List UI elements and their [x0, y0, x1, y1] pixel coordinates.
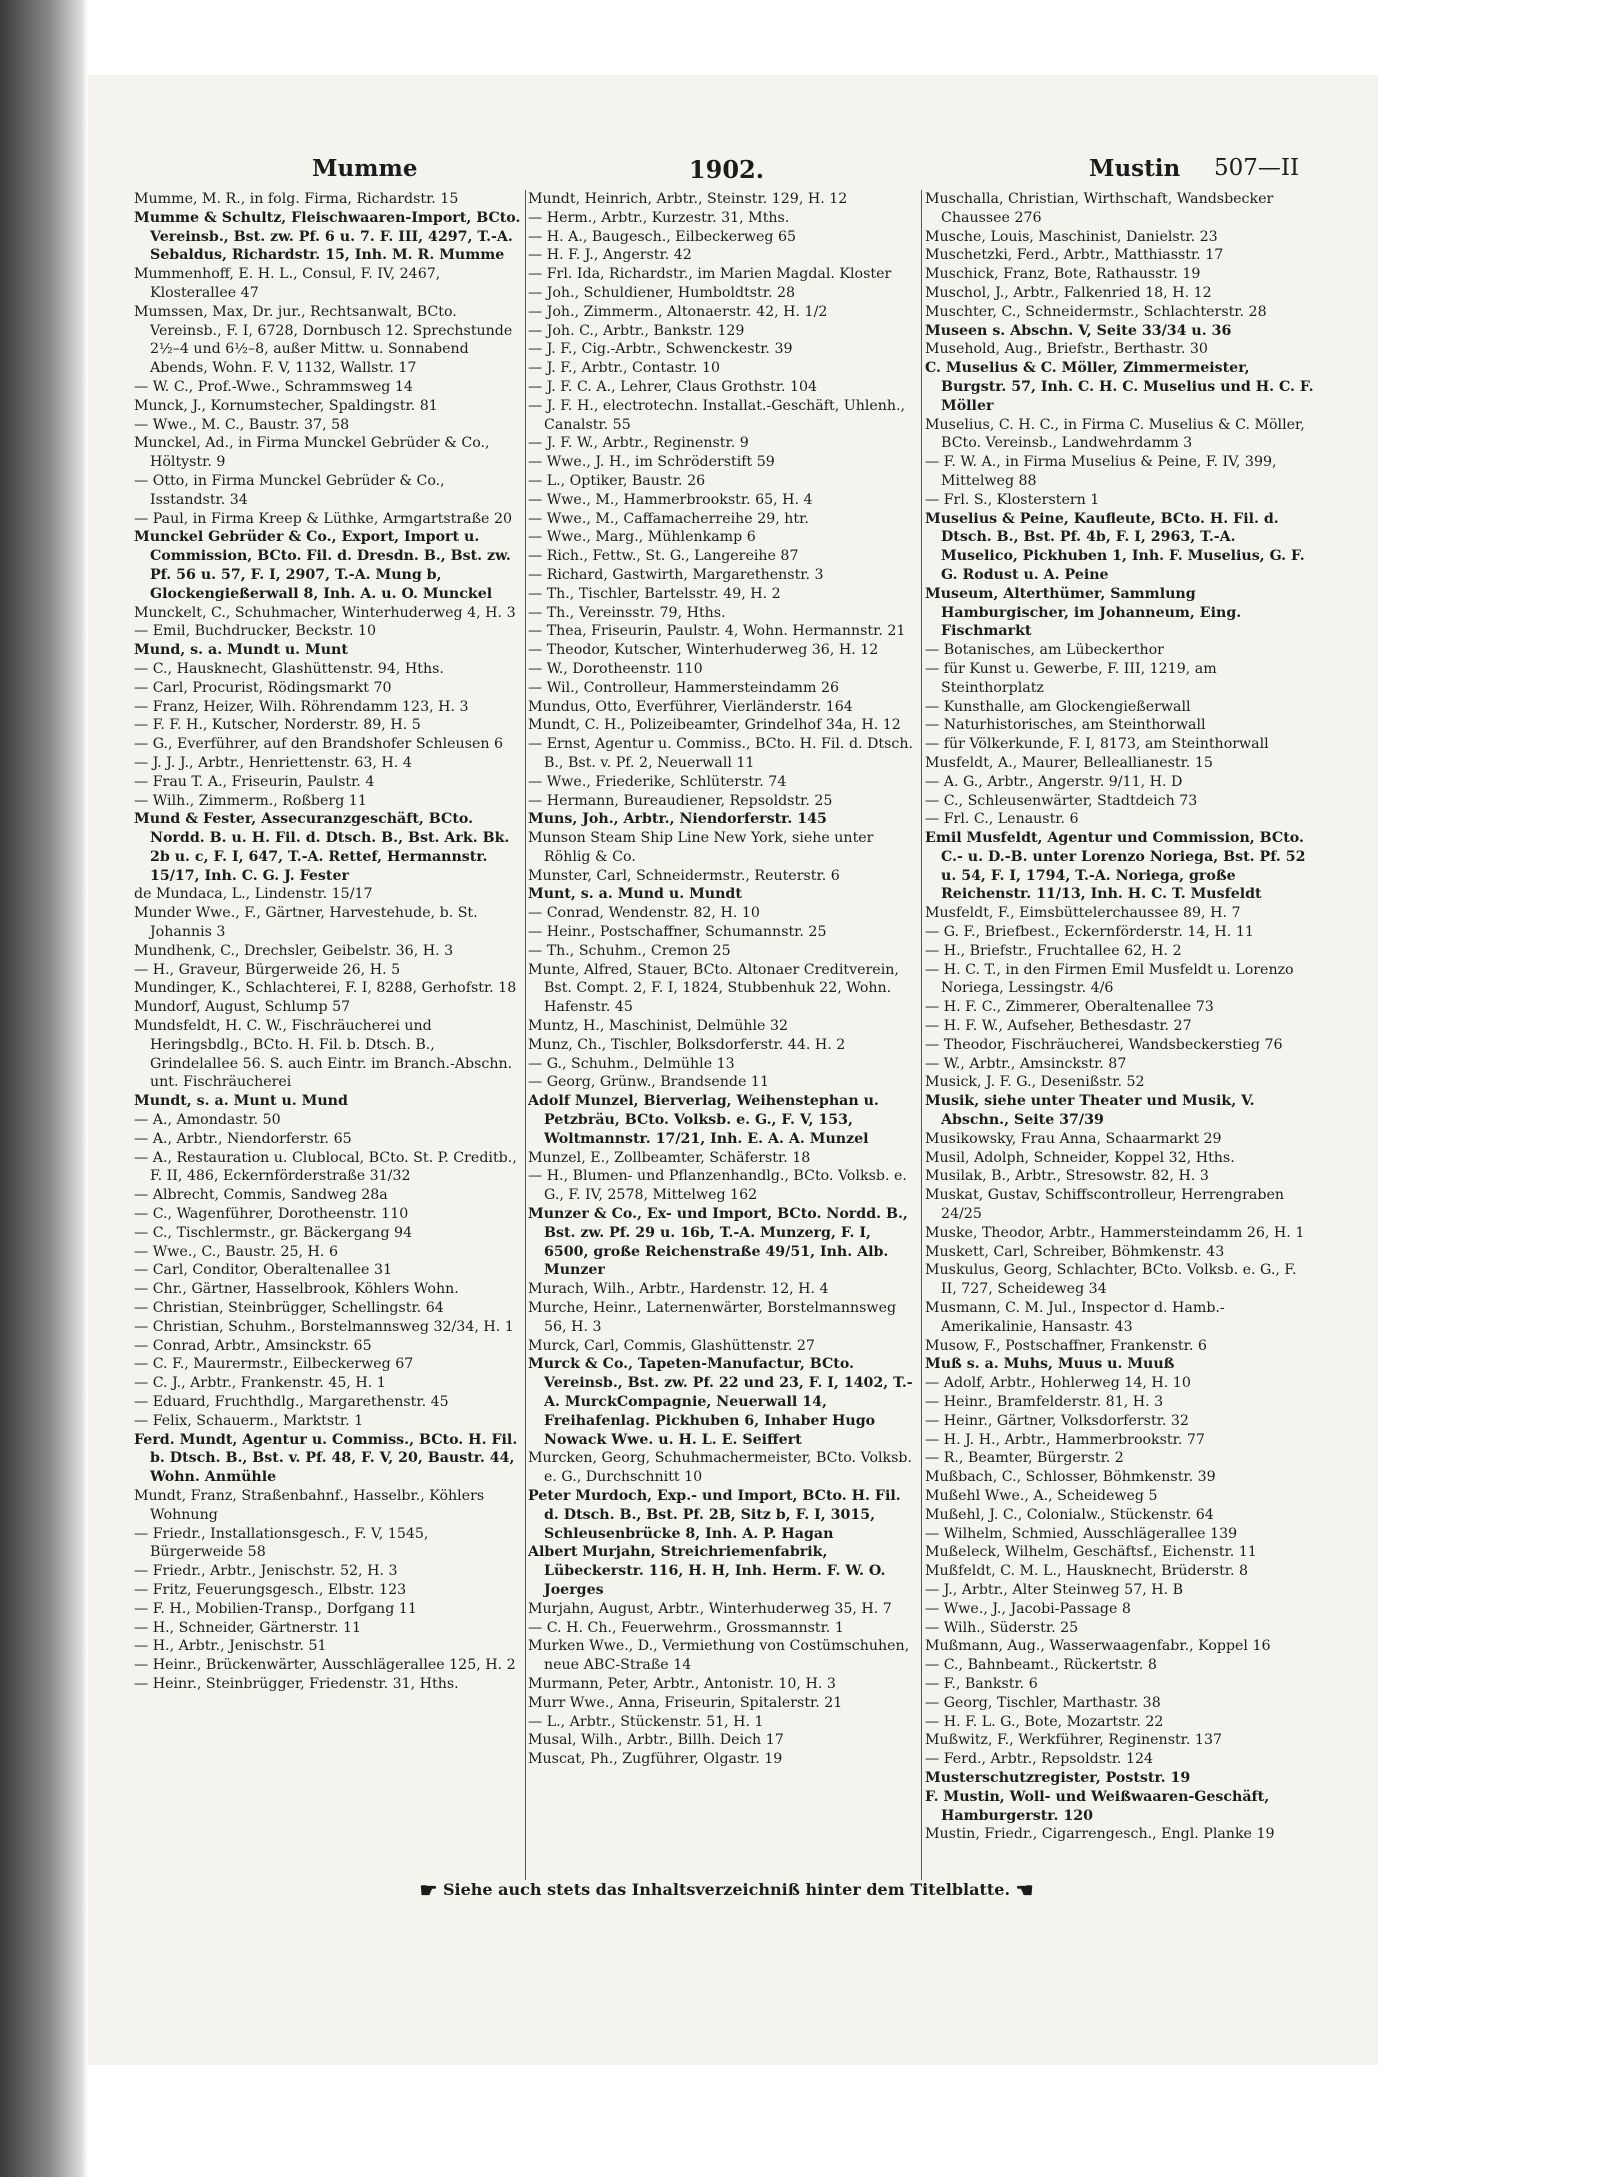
- directory-entry: Mund & Fester, Assecuranzgeschäft, BCto. Nordd. B. u. H. Fil. d. Dtsch. B., Bst. Ark. Bk. 2b u. c, F. I, 647, T.-A. Rettef, Hermannstr. 15/17, Inh. C. G. J. Fester: [134, 811, 510, 884]
- directory-entry: — Heinr., Steinbrügger, Friedenstr. 31, Hths.: [134, 1675, 459, 1692]
- header-catchword-left: Mumme: [312, 155, 418, 182]
- directory-entry: — Fritz, Feuerungsgesch., Elbstr. 123: [134, 1581, 407, 1598]
- directory-entry: Murck & Co., Tapeten-Manufactur, BCto. Vereinsb., Bst. zw. Pf. 22 und 23, F. I, 1402, T.-A. MurckCompagnie, Neuerwall 14, Freihafenlag. Pickhuben 6, Inhaber Hugo Nowack Wwe. u. H. L. E. Seiffert: [528, 1356, 913, 1448]
- directory-entry: Muschol, J., Arbtr., Falkenried 18, H. 12: [925, 284, 1212, 301]
- directory-entry: — Wilh., Süderstr. 25: [925, 1619, 1079, 1636]
- directory-entry: — Frl. S., Klosterstern 1: [925, 491, 1100, 508]
- directory-entry: — Felix, Schauerm., Marktstr. 1: [134, 1412, 364, 1429]
- directory-entry: — J. J. J., Arbtr., Henriettenstr. 63, H. 4: [134, 754, 412, 771]
- directory-entry: Mundinger, K., Schlachterei, F. I, 8288, Gerhofstr. 18: [134, 980, 517, 997]
- directory-entry: Murr Wwe., Anna, Friseurin, Spitalerstr. 21: [528, 1694, 843, 1711]
- directory-entry: — H., Schneider, Gärtnerstr. 11: [134, 1619, 362, 1636]
- directory-entry: — Wwe., J., Jacobi-Passage 8: [925, 1600, 1131, 1617]
- directory-entry: Musfeldt, A., Maurer, Belleallianestr. 15: [925, 754, 1213, 771]
- directory-entry: — C. J., Arbtr., Frankenstr. 45, H. 1: [134, 1375, 386, 1392]
- directory-entry: — A., Restauration u. Clublocal, BCto. St. P. Creditb., F. II, 486, Eckernförderstraße 31/32: [134, 1149, 517, 1185]
- directory-entry: Mund, s. a. Mundt u. Munt: [134, 642, 348, 659]
- directory-entry: Museen s. Abschn. V, Seite 33/34 u. 36: [925, 322, 1232, 339]
- directory-entry: — Heinr., Postschaffner, Schumannstr. 25: [528, 924, 827, 941]
- directory-entry: Murcken, Georg, Schuhmachermeister, BCto. Volksb. e. G., Durchschnitt 10: [528, 1450, 913, 1486]
- directory-column-2: [528, 190, 918, 1880]
- directory-entry: — Emil, Buchdrucker, Beckstr. 10: [134, 623, 377, 640]
- directory-entry: Musal, Wilh., Arbtr., Billh. Deich 17: [528, 1732, 784, 1749]
- directory-entry: F. Mustin, Woll- und Weißwaaren-Geschäft, Hamburgerstr. 120: [925, 1788, 1270, 1824]
- directory-entry: — für Kunst u. Gewerbe, F. III, 1219, am Steinthorplatz: [925, 660, 1217, 696]
- directory-entry: — Hermann, Bureaudiener, Repsoldstr. 25: [528, 792, 833, 809]
- directory-entry: — R., Beamter, Bürgerstr. 2: [925, 1450, 1124, 1467]
- directory-entry: — Frau T. A., Friseurin, Paulstr. 4: [134, 773, 375, 790]
- directory-entry: Muschalla, Christian, Wirthschaft, Wandsbecker Chaussee 276: [925, 191, 1274, 226]
- directory-entry: Ferd. Mundt, Agentur u. Commiss., BCto. H. Fil. b. Dtsch. B., Bst. v. Pf. 48, F. V, 20, Baustr. 44, Wohn. Anmühle: [134, 1431, 518, 1486]
- directory-entry: Muns, Joh., Arbtr., Niendorferstr. 145: [528, 811, 827, 828]
- column-divider: [921, 190, 922, 1880]
- directory-entry: Muscat, Ph., Zugführer, Olgastr. 19: [528, 1751, 783, 1768]
- directory-entry: — Richard, Gastwirth, Margarethenstr. 3: [528, 566, 824, 583]
- directory-entry: — W. C., Prof.-Wwe., Schrammsweg 14: [134, 378, 413, 395]
- directory-entry: Muskett, Carl, Schreiber, Böhmkenstr. 43: [925, 1243, 1225, 1260]
- directory-entry: Musche, Louis, Maschinist, Danielstr. 23: [925, 228, 1218, 245]
- directory-entry: — W., Dorotheenstr. 110: [528, 660, 703, 677]
- directory-entry: — Heinr., Brückenwärter, Ausschlägerallee 125, H. 2: [134, 1657, 516, 1674]
- directory-column-1: [134, 190, 524, 1880]
- directory-entry: — Paul, in Firma Kreep & Lüthke, Armgartstraße 20: [134, 510, 513, 527]
- directory-entry: — H. A., Baugesch., Eilbeckerweg 65: [528, 228, 797, 245]
- directory-entry: Mußmann, Aug., Wasserwaagenfabr., Koppel 16: [925, 1638, 1271, 1655]
- directory-entry: — C., Wagenführer, Dorotheenstr. 110: [134, 1206, 409, 1223]
- directory-entry: — C., Hausknecht, Glashüttenstr. 94, Hths.: [134, 660, 444, 677]
- directory-entry: Muß s. a. Muhs, Muus u. Muuß: [925, 1356, 1175, 1373]
- directory-entry: Mundt, Franz, Straßenbahnf., Hasselbr., Köhlers Wohnung: [134, 1487, 485, 1523]
- directory-entry: Mundorf, August, Schlump 57: [134, 999, 351, 1016]
- directory-entry: — Friedr., Arbtr., Jenischstr. 52, H. 3: [134, 1563, 398, 1580]
- directory-entry: Murjahn, August, Arbtr., Winterhuderweg 35, H. 7: [528, 1600, 892, 1617]
- directory-entry: Murche, Heinr., Laternenwärter, Borstelmannsweg 56, H. 3: [528, 1300, 897, 1335]
- directory-entry: Musilak, B., Arbtr., Stresowstr. 82, H. 3: [925, 1168, 1209, 1185]
- directory-entry: Musick, J. F. G., Desenißstr. 52: [925, 1074, 1145, 1091]
- directory-entry: — W., Arbtr., Amsinckstr. 87: [925, 1055, 1127, 1072]
- directory-entry: — G., Everführer, auf den Brandshofer Schleusen 6: [134, 736, 504, 753]
- directory-entry: — F. H., Mobilien-Transp., Dorfgang 11: [134, 1600, 417, 1617]
- directory-entry: — Botanisches, am Lübeckerthor: [925, 642, 1164, 659]
- directory-entry: — C., Schleusenwärter, Stadtdeich 73: [925, 792, 1198, 809]
- directory-entry: — J., Arbtr., Alter Steinweg 57, H. B: [925, 1581, 1184, 1598]
- directory-entry: — Conrad, Wendenstr. 82, H. 10: [528, 905, 760, 922]
- directory-entry: — Wwe., M. C., Baustr. 37, 58: [134, 416, 350, 433]
- directory-entry: — F., Bankstr. 6: [925, 1675, 1038, 1692]
- directory-entry: — A., Arbtr., Niendorferstr. 65: [134, 1130, 352, 1147]
- directory-entry: — Friedr., Installationsgesch., F. V, 1545, Bürgerweide 58: [134, 1525, 429, 1561]
- directory-entry: Albert Murjahn, Streichriemenfabrik, Lübeckerstr. 116, H. H, Inh. Herm. F. W. O. Joerges: [528, 1544, 886, 1598]
- directory-entry: C. Muselius & C. Möller, Zimmermeister, Burgstr. 57, Inh. C. H. C. Muselius und H. C. F. Möller: [925, 360, 1314, 414]
- directory-entry: — Th., Tischler, Bartelsstr. 49, H. 2: [528, 585, 781, 602]
- column-divider: [525, 190, 526, 1880]
- directory-entry: — Wwe., M., Caffamacherreihe 29, htr.: [528, 510, 809, 527]
- book-binding-edge: [0, 0, 88, 2177]
- directory-entry: Mundhenk, C., Drechsler, Geibelstr. 36, H. 3: [134, 942, 454, 959]
- directory-entry: — Albrecht, Commis, Sandweg 28a: [134, 1187, 388, 1204]
- directory-entry: Munt, s. a. Mund u. Mundt: [528, 886, 742, 903]
- directory-entry: Musmann, C. M. Jul., Inspector d. Hamb.-Amerikalinie, Hansastr. 43: [925, 1300, 1225, 1335]
- directory-entry: — Frl. C., Lenaustr. 6: [925, 811, 1079, 828]
- directory-entry: Muselius & Peine, Kaufleute, BCto. H. Fil. d. Dtsch. B., Bst. Pf. 4b, F. I, 2963, T.-A. Muselico, Pickhuben 1, Inh. F. Muselius, G. F. G. Rodust u. A. Peine: [925, 510, 1305, 583]
- directory-entry: Mußehl, J. C., Colonialw., Stückenstr. 64: [925, 1506, 1214, 1523]
- directory-entry: — A. G., Arbtr., Angerstr. 9/11, H. D: [925, 773, 1183, 790]
- directory-entry: — Joh., Zimmerm., Altonaerstr. 42, H. 1/2: [528, 303, 828, 320]
- directory-entry: Mundt, Heinrich, Arbtr., Steinstr. 129, H. 12: [528, 191, 848, 207]
- directory-entry: Mußbach, C., Schlosser, Böhmkenstr. 39: [925, 1469, 1216, 1486]
- directory-entry: Musil, Adolph, Schneider, Koppel 32, Hths.: [925, 1149, 1235, 1166]
- directory-entry: — F. F. H., Kutscher, Norderstr. 89, H. 5: [134, 717, 421, 734]
- header-catchword-right: Mustin: [1089, 155, 1181, 182]
- directory-entry: Peter Murdoch, Exp.- und Import, BCto. H. Fil. d. Dtsch. B., Bst. Pf. 2B, Sitz b, F. I, 3015, Schleusenbrücke 8, Inh. A. P. Hagan: [528, 1487, 901, 1542]
- directory-entry: Munckel, Ad., in Firma Munckel Gebrüder & Co., Höltystr. 9: [134, 435, 490, 471]
- directory-entry: — Christian, Steinbrügger, Schellingstr. 64: [134, 1300, 444, 1317]
- directory-entry: — Wwe., M., Hammerbrookstr. 65, H. 4: [528, 491, 813, 508]
- directory-entry: — L., Optiker, Baustr. 26: [528, 472, 706, 489]
- directory-entry: Mundus, Otto, Everführer, Vierländerstr. 164: [528, 698, 853, 715]
- directory-entry: — H. F. J., Angerstr. 42: [528, 247, 692, 264]
- directory-entry: — J. F. W., Arbtr., Reginenstr. 9: [528, 435, 749, 452]
- directory-entry: — Georg, Grünw., Brandsende 11: [528, 1074, 769, 1091]
- directory-entry: — Frl. Ida, Richardstr., im Marien Magdal. Kloster: [528, 266, 892, 283]
- directory-entry: Munz, Ch., Tischler, Bolksdorferstr. 44. H. 2: [528, 1036, 846, 1053]
- directory-entry: Mußfeldt, C. M. L., Hausknecht, Brüderstr. 8: [925, 1563, 1249, 1580]
- directory-entry: — Ernst, Agentur u. Commiss., BCto. H. Fil. d. Dtsch. B., Bst. v. Pf. 2, Neuerwall 11: [528, 736, 913, 771]
- directory-entry: — H., Briefstr., Fruchtallee 62, H. 2: [925, 942, 1182, 959]
- directory-entry: — G., Schuhm., Delmühle 13: [528, 1055, 735, 1072]
- directory-entry: — Rich., Fettw., St. G., Langereihe 87: [528, 548, 799, 565]
- footer-text: Siehe auch stets das Inhaltsverzeichniß hinter dem Titelblatte.: [442, 1880, 1011, 1899]
- directory-entry: Munckel Gebrüder & Co., Export, Import u. Commission, BCto. Fil. d. Dresdn. B., Bst. zw. Pf. 56 u. 57, F. I, 2907, T.-A. Mung b, Glockengießerwall 8, Inh. A. u. O. Munckel: [134, 529, 511, 602]
- directory-entry: — Carl, Conditor, Oberaltenallee 31: [134, 1262, 392, 1279]
- directory-entry: — Chr., Gärtner, Hasselbrook, Köhlers Wohn.: [134, 1281, 459, 1298]
- directory-entry: — Naturhistorisches, am Steinthorwall: [925, 717, 1206, 734]
- directory-entry: Murmann, Peter, Arbtr., Antonistr. 10, H. 3: [528, 1675, 836, 1692]
- directory-entry: — Theodor, Fischräucherei, Wandsbeckerstieg 76: [925, 1036, 1283, 1053]
- pointing-hand-right-icon: ☛: [419, 1878, 438, 1902]
- directory-entry: Mummenhoff, E. H. L., Consul, F. IV, 2467, Klosterallee 47: [134, 266, 441, 301]
- directory-entry: — Franz, Heizer, Wilh. Röhrendamm 123, H. 3: [134, 698, 469, 715]
- directory-entry: — Joh., Schuldiener, Humboldtstr. 28: [528, 284, 796, 301]
- directory-entry: — Wil., Controlleur, Hammersteindamm 26: [528, 679, 840, 696]
- directory-entry: — A., Amondastr. 50: [134, 1112, 281, 1129]
- directory-entry: — Otto, in Firma Munckel Gebrüder & Co., Isstandstr. 34: [134, 472, 445, 508]
- page-header: [134, 155, 1319, 191]
- directory-entry: Muschetzki, Ferd., Arbtr., Matthiasstr. 17: [925, 247, 1224, 264]
- directory-entry: — Christian, Schuhm., Borstelmannsweg 32/34, H. 1: [134, 1318, 514, 1335]
- directory-entry: — L., Arbtr., Stückenstr. 51, H. 1: [528, 1713, 764, 1730]
- directory-entry: — Wwe., Friederike, Schlüterstr. 74: [528, 773, 787, 790]
- directory-entry: — H. C. T., in den Firmen Emil Musfeldt u. Lorenzo Noriega, Lessingstr. 4/6: [925, 961, 1294, 997]
- directory-entry: — Wwe., C., Baustr. 25, H. 6: [134, 1243, 338, 1260]
- directory-entry: de Mundaca, L., Lindenstr. 15/17: [134, 886, 373, 903]
- directory-entry: — Wilhelm, Schmied, Ausschlägerallee 139: [925, 1525, 1238, 1542]
- directory-entry: — Wwe., Marg., Mühlenkamp 6: [528, 529, 756, 546]
- directory-entry: Adolf Munzel, Bierverlag, Weihenstephan u. Petzbräu, BCto. Volksb. e. G., F. V, 153, Woltmannstr. 17/21, Inh. E. A. A. Munzel: [528, 1093, 879, 1147]
- directory-entry: — Heinr., Bramfelderstr. 81, H. 3: [925, 1394, 1164, 1410]
- directory-entry: Murach, Wilh., Arbtr., Hardenstr. 12, H. 4: [528, 1281, 829, 1298]
- directory-entry: Munzel, E., Zollbeamter, Schäferstr. 18: [528, 1149, 811, 1166]
- directory-entry: — Georg, Tischler, Marthastr. 38: [925, 1694, 1161, 1711]
- directory-entry: — J. F., Arbtr., Contastr. 10: [528, 360, 720, 377]
- pointing-hand-left-icon: ☚: [1015, 1878, 1034, 1902]
- directory-entry: — Heinr., Gärtner, Volksdorferstr. 32: [925, 1412, 1189, 1429]
- directory-entry: Munder Wwe., F., Gärtner, Harvestehude, b. St. Johannis 3: [134, 905, 478, 941]
- directory-entry: Mumssen, Max, Dr. jur., Rechtsanwalt, BCto. Vereinsb., F. I, 6728, Dornbusch 12. Sprechstunde 2½–4 und 6½–8, außer Mittw. u. Sonnabend Abends, Wohn. F. V, 1132, Wallstr. 17: [134, 303, 513, 377]
- directory-entry: Mustin, Friedr., Cigarrengesch., Engl. Planke 19: [925, 1826, 1275, 1843]
- directory-entry: Muschick, Franz, Bote, Rathausstr. 19: [925, 266, 1201, 283]
- directory-entry: — C. H. Ch., Feuerwehrm., Grossmannstr. 1: [528, 1619, 844, 1636]
- directory-entry: — C. F., Maurermstr., Eilbeckerweg 67: [134, 1356, 414, 1373]
- directory-entry: Munckelt, C., Schuhmacher, Winterhuderweg 4, H. 3: [134, 604, 516, 621]
- directory-entry: — Adolf, Arbtr., Hohlerweg 14, H. 10: [925, 1375, 1191, 1392]
- directory-entry: — Joh. C., Arbtr., Bankstr. 129: [528, 322, 745, 339]
- directory-entry: Mundt, s. a. Munt u. Mund: [134, 1093, 348, 1110]
- directory-entry: Muske, Theodor, Arbtr., Hammersteindamm 26, H. 1: [925, 1224, 1305, 1241]
- directory-entry: — C., Tischlermstr., gr. Bäckergang 94: [134, 1224, 413, 1241]
- directory-entry: Museum, Alterthümer, Sammlung Hamburgischer, im Johanneum, Eing. Fischmarkt: [925, 585, 1242, 640]
- directory-entry: Muschter, C., Schneidermstr., Schlachterstr. 28: [925, 303, 1267, 320]
- directory-entry: — Eduard, Fruchthdlg., Margarethenstr. 45: [134, 1394, 449, 1410]
- directory-entry: Muskulus, Georg, Schlachter, BCto. Volksb. e. G., F. II, 727, Scheideweg 34: [925, 1262, 1297, 1298]
- directory-entry: — H. F. W., Aufseher, Bethesdastr. 27: [925, 1018, 1192, 1035]
- directory-entry: — G. F., Briefbest., Eckernförderstr. 14, H. 11: [925, 924, 1254, 941]
- directory-entry: Munte, Alfred, Stauer, BCto. Altonaer Creditverein, Bst. Compt. 2, F. I, 1824, Stubbenhuk 22, Wohn. Hafenstr. 45: [528, 961, 899, 1016]
- directory-entry: — Kunsthalle, am Glockengießerwall: [925, 698, 1191, 715]
- directory-entry: — H. F. L. G., Bote, Mozartstr. 22: [925, 1713, 1164, 1730]
- directory-entry: — F. W. A., in Firma Muselius & Peine, F. IV, 399, Mittelweg 88: [925, 454, 1277, 489]
- directory-entry: — H. F. C., Zimmerer, Oberaltenallee 73: [925, 999, 1214, 1016]
- directory-entry: — H., Arbtr., Jenischstr. 51: [134, 1638, 327, 1655]
- directory-entry: — J. F., Cig.-Arbtr., Schwenckestr. 39: [528, 341, 793, 358]
- directory-entry: Murck, Carl, Commis, Glashüttenstr. 27: [528, 1337, 815, 1354]
- directory-entry: Musterschutzregister, Poststr. 19: [925, 1769, 1191, 1786]
- directory-entry: Muselius, C. H. C., in Firma C. Muselius & C. Möller, BCto. Vereinsb., Landwehrdamm 3: [925, 416, 1305, 452]
- directory-entry: Musow, F., Postschaffner, Frankenstr. 6: [925, 1337, 1207, 1354]
- directory-entry: — H. J. H., Arbtr., Hammerbrookstr. 77: [925, 1431, 1205, 1448]
- page-footer-note: [134, 1878, 1319, 1902]
- directory-entry: Muskat, Gustav, Schiffscontrolleur, Herrengraben 24/25: [925, 1187, 1284, 1223]
- directory-entry: Musfeldt, F., Eimsbüttelerchaussee 89, H. 7: [925, 905, 1241, 922]
- directory-entry: — Wilh., Zimmerm., Roßberg 11: [134, 792, 367, 809]
- directory-entry: Munson Steam Ship Line New York, siehe unter Röhlig & Co.: [528, 830, 874, 865]
- directory-entry: Mußeleck, Wilhelm, Geschäftsf., Eichenstr. 11: [925, 1544, 1257, 1561]
- directory-entry: Muntz, H., Maschinist, Delmühle 32: [528, 1018, 788, 1035]
- directory-entry: Munster, Carl, Schneidermstr., Reuterstr. 6: [528, 867, 840, 884]
- page-number: 507—II: [1214, 155, 1300, 181]
- directory-entry: — C., Bahnbeamt., Rückertstr. 8: [925, 1657, 1157, 1674]
- directory-column-3: [925, 190, 1315, 1880]
- directory-entry: Mumme, M. R., in folg. Firma, Richardstr. 15: [134, 191, 459, 207]
- directory-entry: Mußehl Wwe., A., Scheideweg 5: [925, 1487, 1158, 1504]
- directory-entry: — Wwe., J. H., im Schröderstift 59: [528, 454, 775, 471]
- directory-entry: — Conrad, Arbtr., Amsinckstr. 65: [134, 1337, 372, 1354]
- directory-entry: Mumme & Schultz, Fleischwaaren-Import, BCto. Vereinsb., Bst. zw. Pf. 6 u. 7. F. III, 4297, T.-A. Sebaldus, Richardstr. 15, Inh. M. R. Mumme: [134, 209, 521, 264]
- directory-entry: Murken Wwe., D., Vermiethung von Costümschuhen, neue ABC-Straße 14: [528, 1638, 910, 1674]
- directory-entry: — Carl, Procurist, Rödingsmarkt 70: [134, 679, 392, 696]
- directory-entry: Mundt, C. H., Polizeibeamter, Grindelhof 34a, H. 12: [528, 717, 901, 734]
- directory-entry: — für Völkerkunde, F. I, 8173, am Steinthorwall: [925, 736, 1269, 753]
- directory-entry: Mußwitz, F., Werkführer, Reginenstr. 137: [925, 1732, 1222, 1749]
- directory-entry: — Thea, Friseurin, Paulstr. 4, Wohn. Hermannstr. 21: [528, 623, 906, 640]
- directory-entry: Emil Musfeldt, Agentur und Commission, BCto. C.- u. D.-B. unter Lorenzo Noriega, Bst. Pf. 52 u. 54, F. I, 1794, T.-A. Noriega, große Reichenstr. 11/13, Inh. H. C. T. Musfeldt: [925, 830, 1306, 903]
- directory-entry: Mundsfeldt, H. C. W., Fischräucherei und Heringsbdlg., BCto. H. Fil. b. Dtsch. B., Grindelallee 56. S. auch Eintr. im Branch.-Abschn. unt. Fischräucherei: [134, 1018, 513, 1091]
- directory-entry: — H., Graveur, Bürgerweide 26, H. 5: [134, 961, 401, 978]
- directory-entry: — H., Blumen- und Pflanzenhandlg., BCto. Volksb. e. G., F. IV, 2578, Mittelweg 162: [528, 1168, 907, 1204]
- directory-entry: — Ferd., Arbtr., Repsoldstr. 124: [925, 1751, 1154, 1768]
- directory-entry: — Th., Vereinsstr. 79, Hths.: [528, 604, 726, 621]
- directory-entry: — J. F. H., electrotechn. Installat.-Geschäft, Uhlenh., Canalstr. 55: [528, 397, 906, 433]
- directory-entry: — Herm., Arbtr., Kurzestr. 31, Mths.: [528, 209, 790, 226]
- directory-entry: Musikowsky, Frau Anna, Schaarmarkt 29: [925, 1130, 1222, 1147]
- directory-entry: — Theodor, Kutscher, Winterhuderweg 36, H. 12: [528, 642, 879, 659]
- directory-entry: Musik, siehe unter Theater und Musik, V. Abschn., Seite 37/39: [925, 1093, 1255, 1129]
- directory-entry: Munzer & Co., Ex- und Import, BCto. Nordd. B., Bst. zw. Pf. 29 u. 16b, T.-A. Munzerg, F. I, 6500, große Reichenstraße 49/51, Inh. Alb. Munzer: [528, 1206, 908, 1279]
- directory-entry: — Th., Schuhm., Cremon 25: [528, 942, 731, 959]
- directory-entry: Munck, J., Kornumstecher, Spaldingstr. 81: [134, 397, 438, 414]
- directory-entry: — J. F. C. A., Lehrer, Claus Grothstr. 104: [528, 378, 818, 395]
- header-year: 1902.: [688, 155, 765, 184]
- directory-entry: Musehold, Aug., Briefstr., Berthastr. 30: [925, 341, 1208, 358]
